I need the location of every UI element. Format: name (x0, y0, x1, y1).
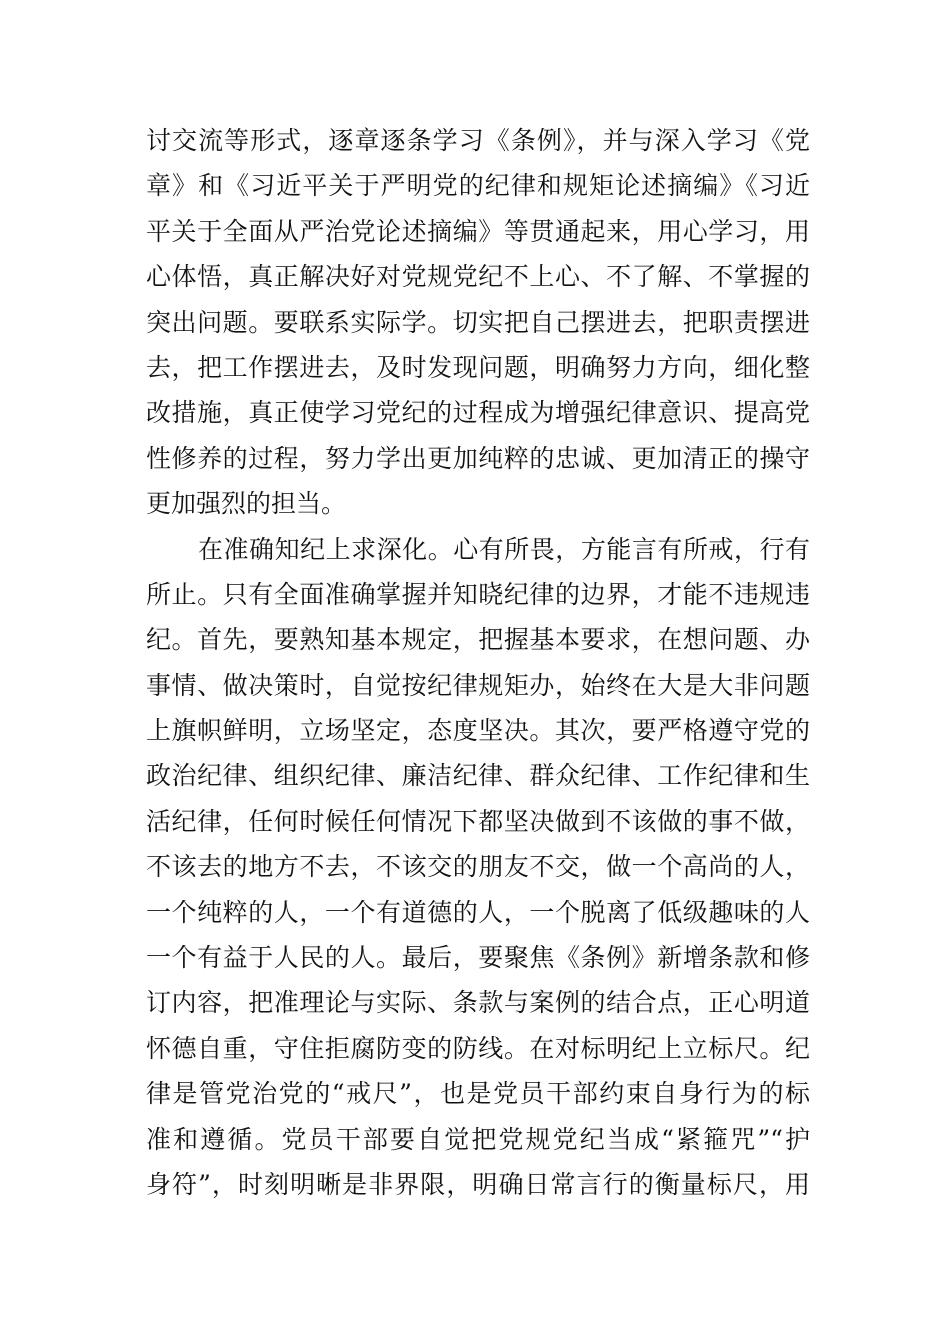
text-line: 去，把工作摆进去，及时发现问题，明确努力方向，细化整 (146, 352, 810, 382)
text-line: 事情、做决策时，自觉按纪律规矩办，始终在大是大非问题 (146, 670, 810, 700)
text-line: 准和遵循。党员干部要自觉把党规党纪当成“紧箍咒”“护 (146, 1124, 810, 1154)
text-line: 身符”，时刻明晰是非界限，明确日常言行的衡量标尺，用 (146, 1169, 810, 1199)
text-line: 在准确知纪上求深化。心有所畏，方能言有所戒，行有 (198, 534, 810, 564)
text-line: 更加强烈的担当。 (146, 489, 347, 519)
text-line: 突出问题。要联系实际学。切实把自己摆进去，把职责摆进 (146, 307, 810, 337)
text-line: 心体悟，真正解决好对党规党纪不上心、不了解、不掌握的 (146, 262, 810, 292)
text-line: 一个纯粹的人，一个有道德的人，一个脱离了低级趣味的人 (146, 897, 810, 927)
text-line: 性修养的过程，努力学出更加纯粹的忠诚、更加清正的操守 (146, 443, 810, 473)
text-line: 律是管党治党的“戒尺”，也是党员干部约束自身行为的标 (146, 1079, 810, 1109)
body-text (146, 118, 810, 1207)
text-line: 改措施，真正使学习党纪的过程成为增强纪律意识、提高党 (146, 398, 810, 428)
paragraph-1 (146, 118, 810, 527)
text-line: 讨交流等形式，逐章逐条学习《条例》，并与深入学习《党 (146, 126, 810, 155)
text-line: 怀德自重，守住拒腐防变的防线。在对标明纪上立标尺。纪 (146, 1033, 810, 1063)
paragraph-2 (146, 527, 810, 1208)
text-line: 章》和《习近平关于严明党的纪律和规矩论述摘编》《习近 (146, 171, 810, 201)
text-line: 订内容，把准理论与实际、条款与案例的结合点，正心明道 (146, 988, 810, 1018)
text-line: 纪。首先，要熟知基本规定，把握基本要求，在想问题、办 (146, 625, 810, 655)
text-line: 所止。只有全面准确掌握并知晓纪律的边界，才能不违规违 (146, 579, 810, 609)
text-line: 不该去的地方不去，不该交的朋友不交，做一个高尚的人， (146, 852, 810, 882)
text-line: 政治纪律、组织纪律、廉洁纪律、群众纪律、工作纪律和生 (146, 761, 810, 791)
text-line: 上旗帜鲜明，立场坚定，态度坚决。其次，要严格遵守党的 (146, 716, 810, 746)
text-line: 一个有益于人民的人。最后，要聚焦《条例》新增条款和修 (146, 943, 810, 973)
text-line: 活纪律，任何时候任何情况下都坚决做到不该做的事不做， (146, 806, 810, 836)
text-line: 平关于全面从严治党论述摘编》等贯通起来，用心学习，用 (146, 216, 810, 246)
